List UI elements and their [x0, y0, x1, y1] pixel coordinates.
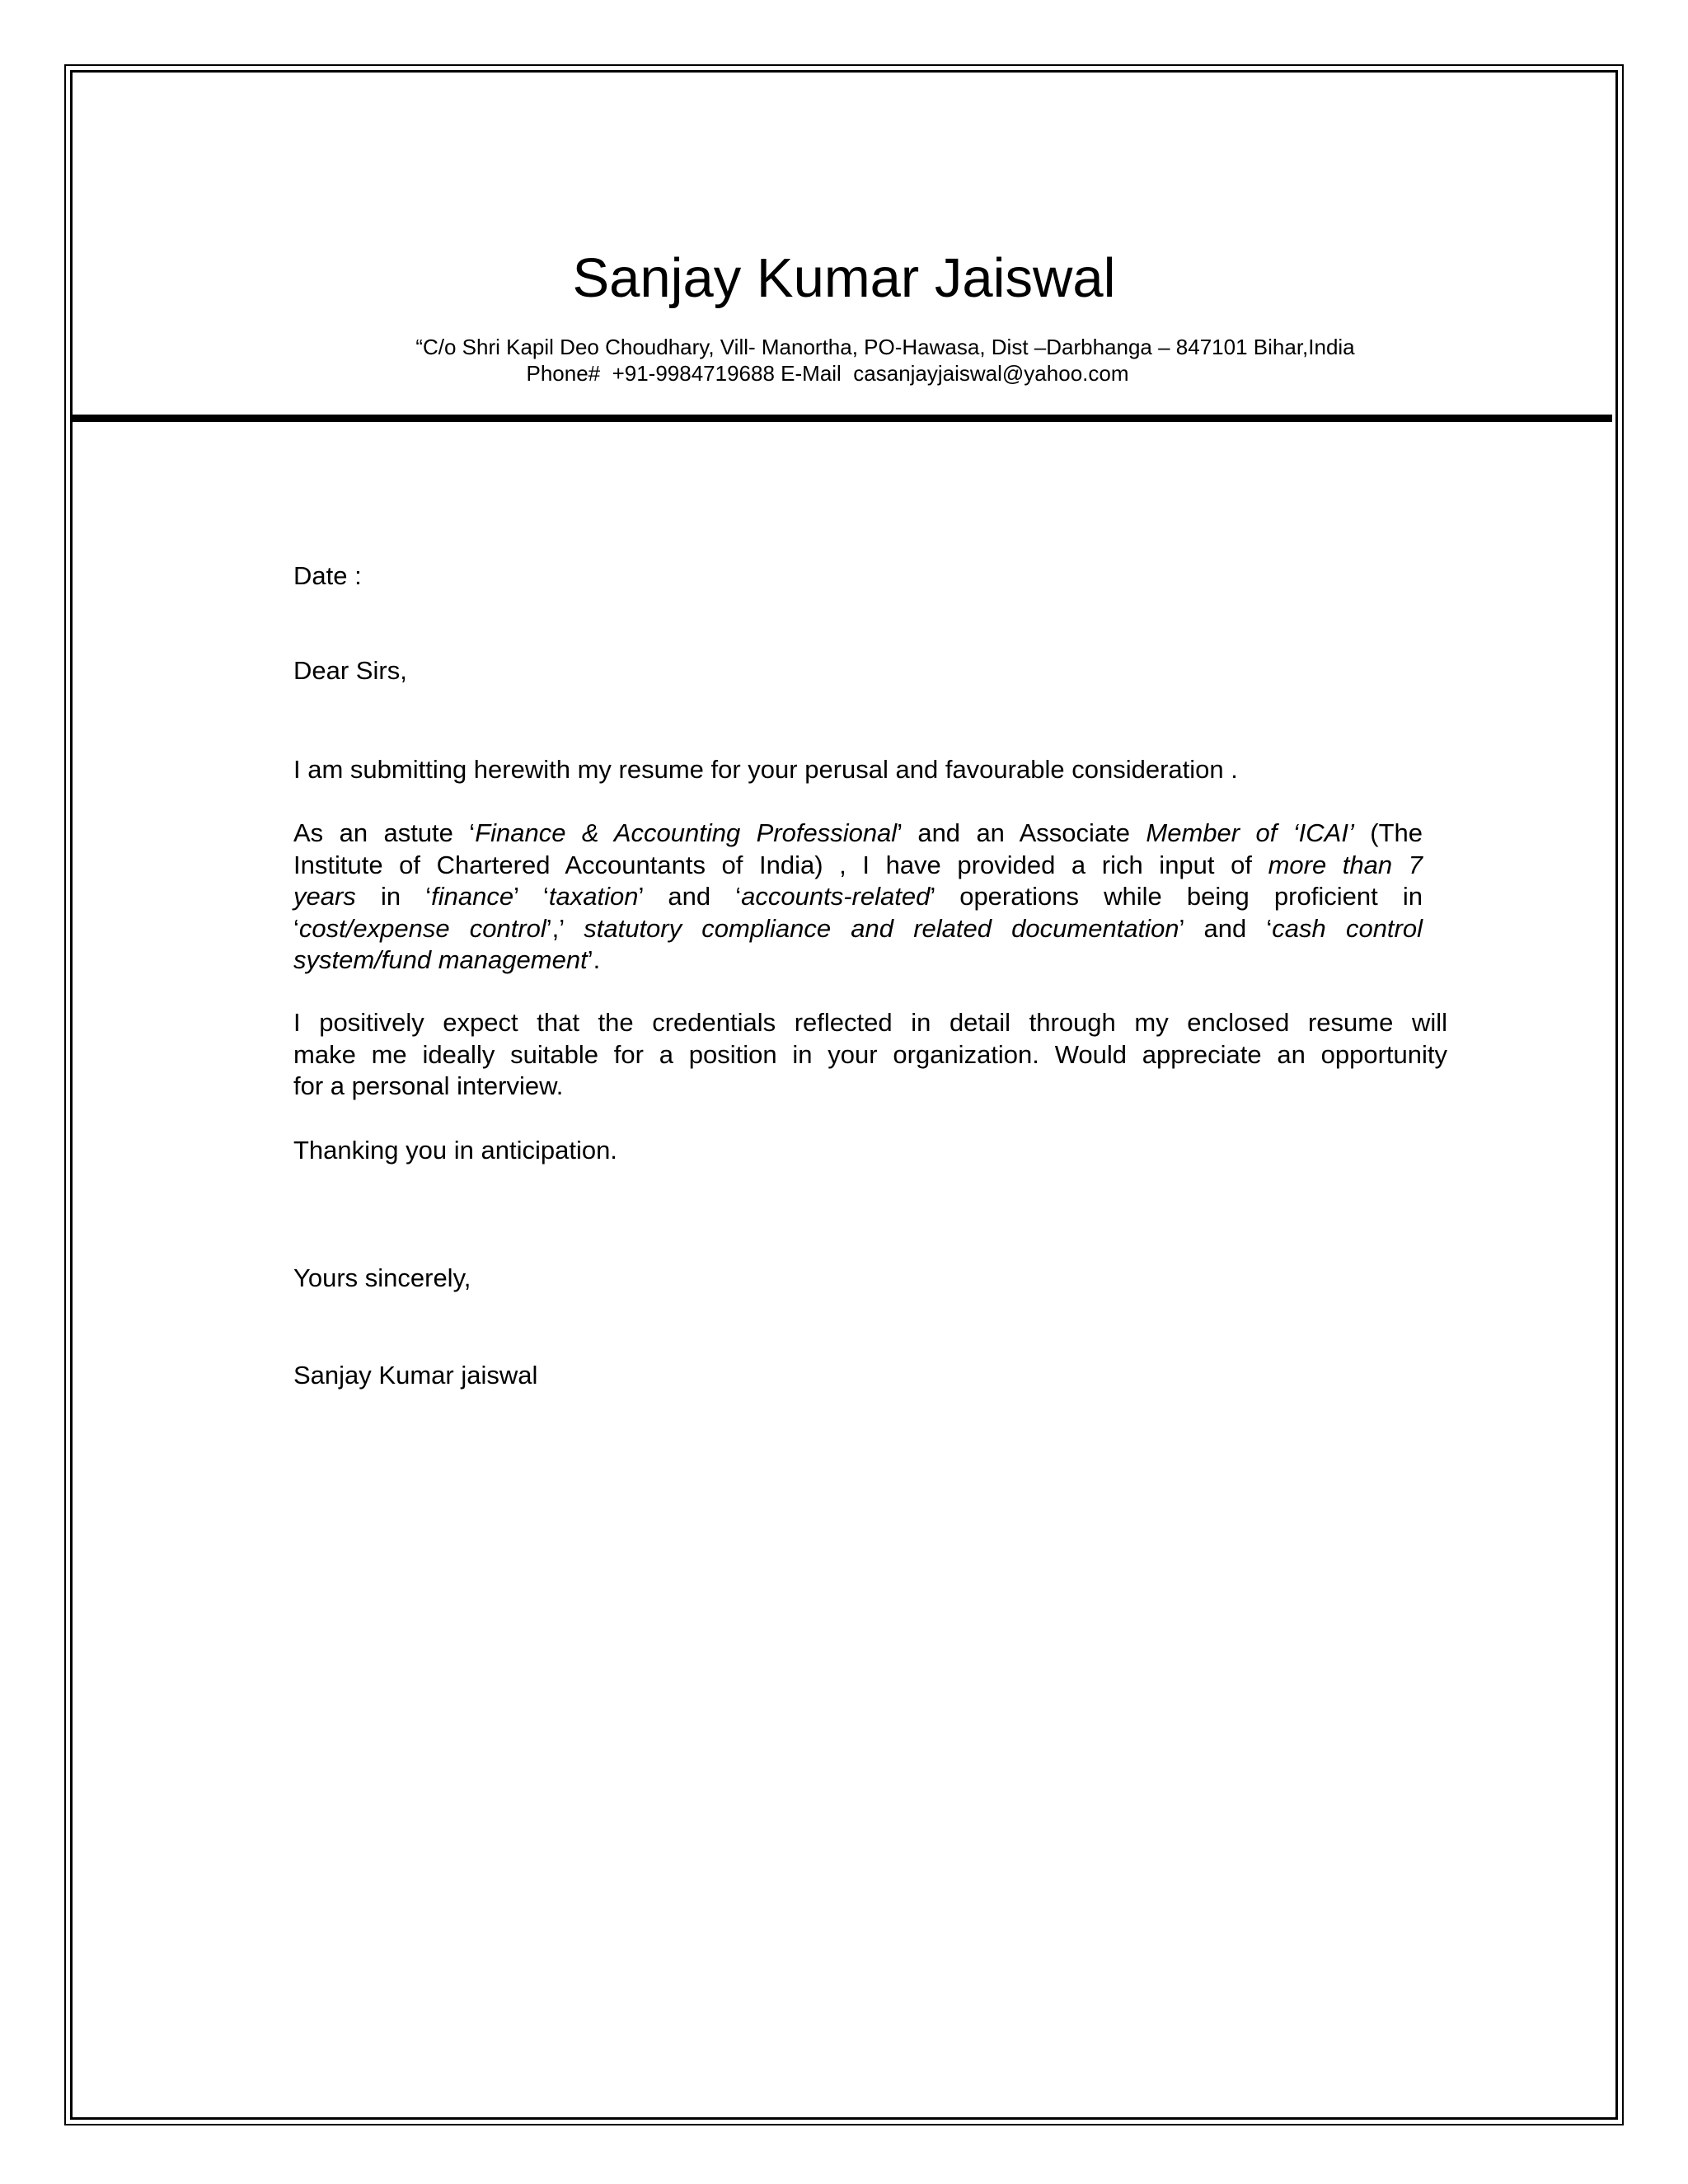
credentials-line: years in ‘finance’ ‘taxation’ and ‘accounts-related’ operations while being proficient in	[293, 882, 1423, 911]
credentials-paragraph	[293, 818, 1423, 977]
expectation-line: I positively expect that the credentials reflected in detail through my enclosed resume will	[293, 1008, 1447, 1037]
expectation-paragraph	[293, 1007, 1447, 1103]
credentials-line: system/fund management’.	[293, 945, 601, 974]
credentials-line: As an astute ‘Finance & Accounting Professional’ and an Associate Member of ‘ICAI’ (The	[293, 818, 1423, 847]
letterhead-name: Sanjay Kumar Jaiswal	[572, 247, 1116, 309]
letterhead-contact: Phone# +91-9984719688 E-Mail casanjayjaiswal@yahoo.com	[526, 361, 1129, 386]
credentials-line: Institute of Chartered Accountants of India) , I have provided a rich input of more than 7	[293, 850, 1423, 879]
credentials-line: ‘cost/expense control’,’ statutory compliance and related documentation’ and ‘cash control	[293, 913, 1423, 943]
closing-line: Yours sincerely,	[293, 1263, 471, 1292]
salutation: Dear Sirs,	[293, 656, 407, 685]
header-rule	[70, 415, 1612, 422]
date-label: Date :	[293, 561, 362, 590]
signature-name: Sanjay Kumar jaiswal	[293, 1361, 538, 1390]
intro-paragraph: I am submitting herewith my resume for your perusal and favourable consideration .	[293, 755, 1238, 784]
expectation-line: make me ideally suitable for a position in your organization. Would appreciate an opportunity	[293, 1039, 1447, 1069]
letterhead-address: “C/o Shri Kapil Deo Choudhary, Vill- Manortha, PO-Hawasa, Dist –Darbhanga – 847101 Bihar,India	[415, 335, 1355, 359]
thanks-line: Thanking you in anticipation.	[293, 1136, 617, 1165]
expectation-line: for a personal interview.	[293, 1071, 564, 1100]
